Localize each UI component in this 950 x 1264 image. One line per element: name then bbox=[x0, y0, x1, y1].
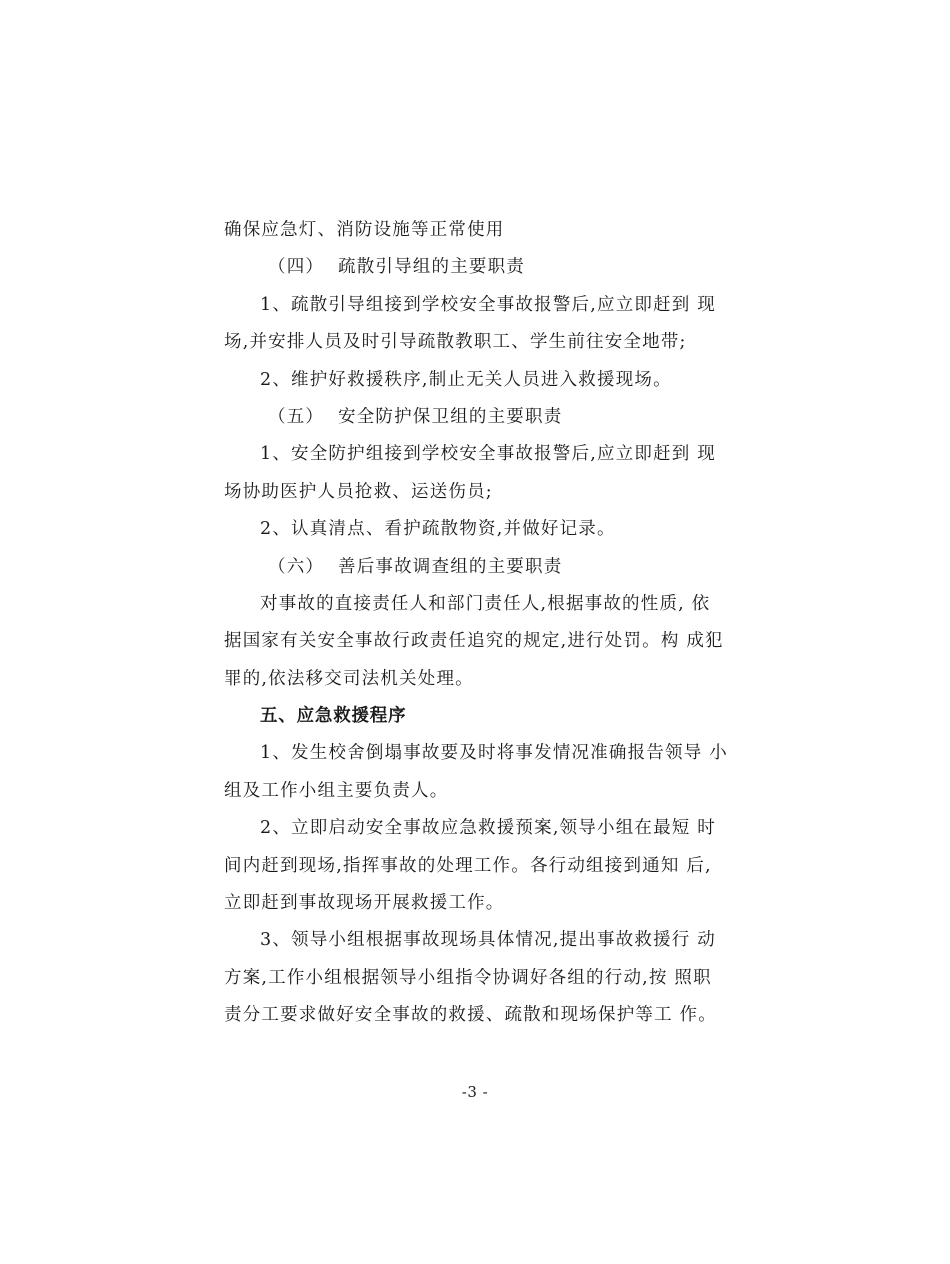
paragraph-line: 2、立即启动安全事故应急救援预案,领导小组在最短 时 bbox=[260, 818, 716, 839]
subheading-number: （六） bbox=[268, 556, 325, 577]
subheading-title: 疏散引导组的主要职责 bbox=[338, 257, 525, 278]
paragraph-line: 2、认真清点、看护疏散物资,并做好记录。 bbox=[260, 519, 616, 540]
section-heading: 五、应急救援程序 bbox=[260, 706, 407, 727]
text-line: 立即赶到事故现场开展救援工作。 bbox=[224, 893, 505, 914]
text-line: 据国家有关安全事故行政责任追究的规定,进行处罚。构 成犯 bbox=[224, 631, 724, 652]
subheading-number: （五） bbox=[268, 406, 325, 427]
section-subheading bbox=[224, 249, 744, 286]
paragraph-line: 1、疏散引导组接到学校安全事故报警后,应立即赶到 现 bbox=[260, 294, 716, 315]
paragraph-line: 2、维护好救援秩序,制止无关人员进入救援现场。 bbox=[260, 369, 672, 390]
section-subheading bbox=[224, 549, 744, 586]
paragraph-line: 1、发生校舍倒塌事故要及时将事发情况准确报告领导 小 bbox=[260, 743, 728, 764]
subheading-title: 善后事故调查组的主要职责 bbox=[338, 556, 563, 577]
paragraph-line: 1、安全防护组接到学校安全事故报警后,应立即赶到 现 bbox=[260, 444, 716, 465]
subheading-title: 安全防护保卫组的主要职责 bbox=[338, 406, 563, 427]
page-number: -3 - bbox=[461, 1083, 489, 1101]
text-line: 间内赶到现场,指挥事故的处理工作。各行动组接到通知 后, bbox=[224, 855, 712, 876]
text-line: 责分工要求做好安全事故的救援、疏散和现场保护等工 作。 bbox=[224, 1005, 717, 1026]
paragraph-line: 对事故的直接责任人和部门责任人,根据事故的性质, 依 bbox=[260, 593, 711, 614]
text-line: 罪的,依法移交司法机关处理。 bbox=[224, 668, 474, 689]
text-line: 场,并安排人员及时引导疏散教职工、学生前往安全地带; bbox=[224, 332, 687, 353]
section-subheading bbox=[224, 399, 744, 436]
text-line: 方案,工作小组根据领导小组指令协调好各组的行动,按 照职 bbox=[224, 967, 712, 988]
paragraph-line: 3、领导小组根据事故现场具体情况,提出事故救援行 动 bbox=[260, 930, 716, 951]
subheading-number: （四） bbox=[268, 257, 325, 278]
text-line: 场协助医护人员抢救、运送伤员; bbox=[224, 481, 493, 502]
text-line: 确保应急灯、消防设施等正常使用 bbox=[224, 220, 505, 240]
document-body bbox=[224, 212, 744, 1035]
text-line: 组及工作小组主要负责人。 bbox=[224, 780, 449, 801]
